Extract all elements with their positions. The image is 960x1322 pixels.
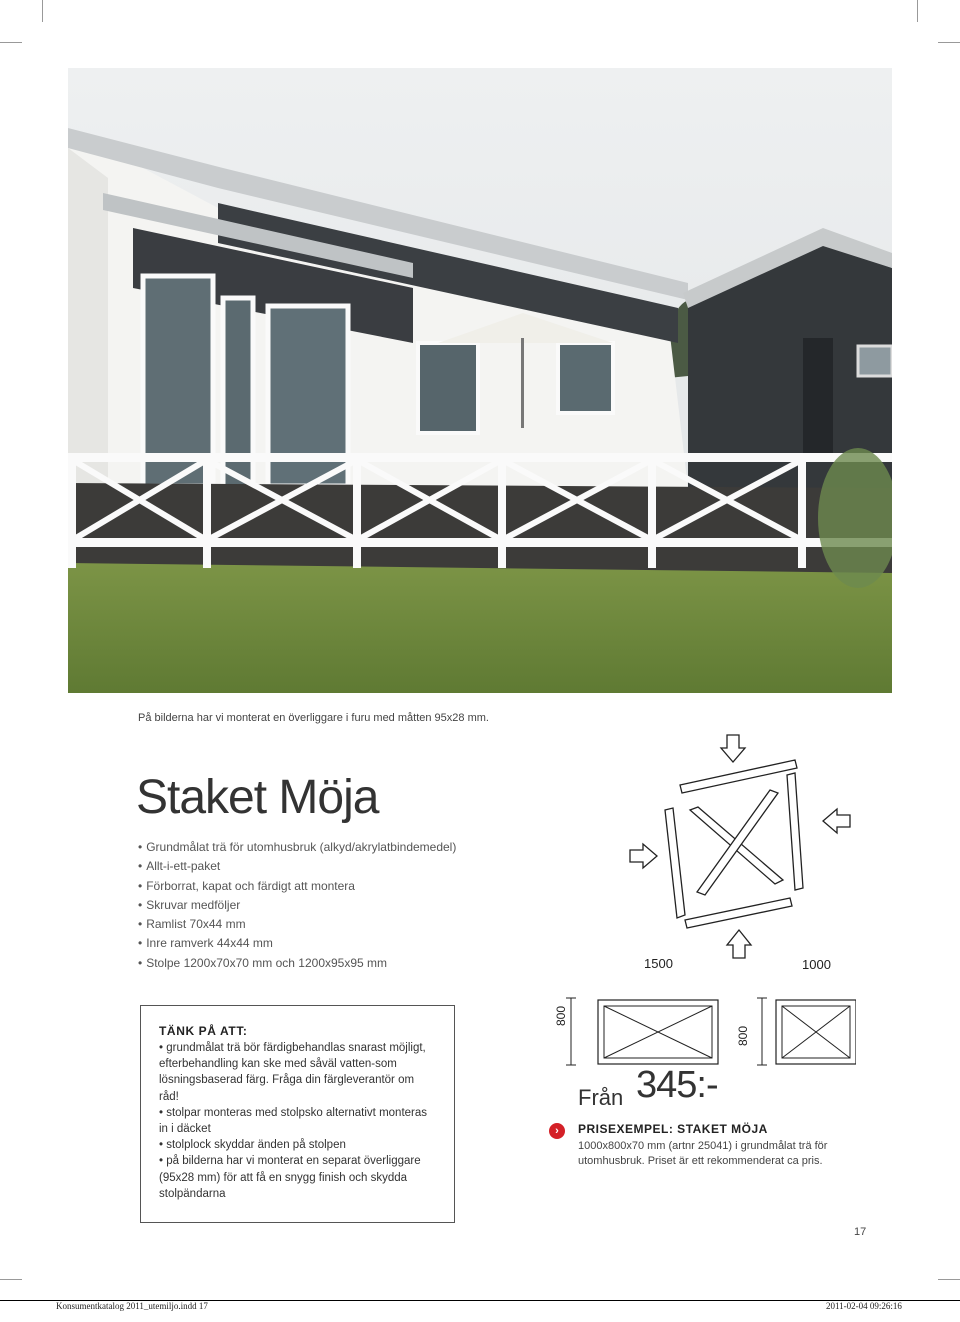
note-box <box>140 1005 455 1223</box>
house-photo <box>68 68 892 693</box>
note-line: • stolpar monteras med stolpsko alternativt monteras in i däcket <box>159 1106 428 1136</box>
page-number: 17 <box>854 1226 867 1238</box>
feature-item: • Skruvar medföljer <box>138 896 456 915</box>
price-label: Från <box>578 1085 624 1110</box>
feature-item: • Grundmålat trä för utomhusbruk (alkyd/akrylatbindemedel) <box>138 838 456 857</box>
page-title: Staket Möja <box>136 771 379 824</box>
note-line: • på bilderna har vi monterat en separat överliggare (95x28 mm) för att få en snygg finish och skydda stolpändarna <box>159 1155 421 1200</box>
crop-mark <box>0 42 22 43</box>
crop-mark <box>0 1279 22 1280</box>
fence-dimension-drawing <box>556 990 856 1070</box>
feature-item: • Inre ramverk 44x44 mm <box>138 934 456 953</box>
print-slug-file: Konsumentkatalog 2011_utemiljo.indd 17 <box>56 1301 208 1311</box>
photo-caption: På bilderna har vi monterat en överliggare i furu med måtten 95x28 mm. <box>138 712 489 724</box>
price-example-description: 1000x800x70 mm (artnr 25041) i grundmålat trä för utomhusbruk. Priset är ett rekommenderat ca pris. <box>578 1140 828 1167</box>
crop-mark <box>917 0 918 22</box>
feature-item: • Förborrat, kapat och färdigt att montera <box>138 877 456 896</box>
dimension-label: 800 <box>554 1005 568 1026</box>
arrow-right-icon: › <box>549 1123 565 1139</box>
note-line: • stolplock skyddar änden på stolpen <box>159 1139 346 1152</box>
crop-mark <box>938 42 960 43</box>
price-value: 345:- <box>636 1064 718 1106</box>
dimension-label: 1000 <box>802 957 831 972</box>
feature-item: • Ramlist 70x44 mm <box>138 915 456 934</box>
feature-item: • Allt-i-ett-paket <box>138 857 456 876</box>
price-example-title: PRISEXEMPEL: STAKET MÖJA <box>578 1122 768 1136</box>
note-heading: TÄNK PÅ ATT: <box>159 1024 248 1038</box>
crop-mark <box>938 1279 960 1280</box>
dimension-label: 800 <box>736 1025 750 1046</box>
crop-mark <box>42 0 43 22</box>
print-slug-date: 2011-02-04 09:26:16 <box>826 1301 902 1311</box>
dimension-label: 1500 <box>644 956 673 971</box>
note-line: • grundmålat trä bör färdigbehandlas snarast möjligt, efterbehandling kan ske med såväl vatten-som lösningsbaserad färg. Fråga din färgleverantör om råd! <box>159 1042 426 1103</box>
assembly-diagram <box>555 730 855 990</box>
feature-item: • Stolpe 1200x70x70 mm och 1200x95x95 mm <box>138 954 456 973</box>
feature-list <box>138 838 456 973</box>
